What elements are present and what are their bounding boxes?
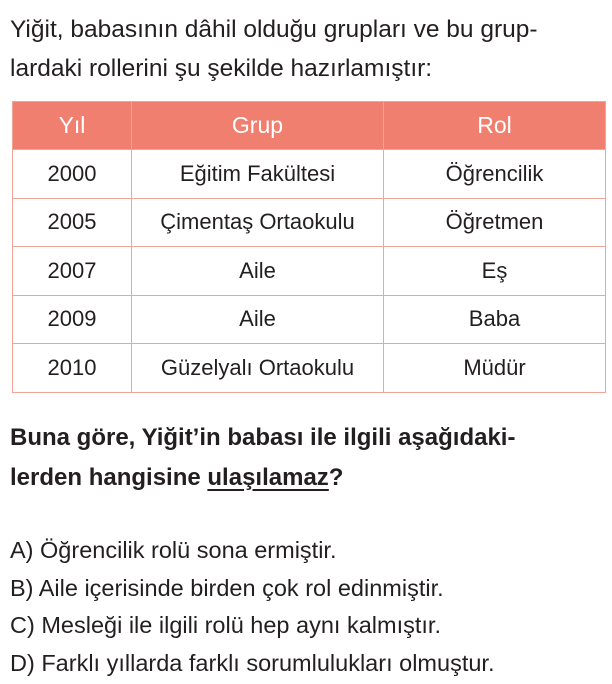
option-b[interactable]: B) Aile içerisinde birden çok rol edinmiştir.: [10, 574, 444, 601]
question-line-2-prefix: lerden hangisine: [10, 464, 208, 491]
intro-text: [10, 10, 606, 88]
cell-year: 2007: [13, 247, 132, 296]
cell-year: 2000: [13, 150, 132, 199]
answer-options: [10, 532, 608, 682]
cell-role: Eş: [384, 247, 606, 296]
cell-role: Öğrencilik: [384, 150, 606, 199]
question-line-1: Buna göre, Yiğit’in babası ile ilgili aşağıdaki-: [10, 424, 516, 451]
cell-year: 2010: [13, 344, 132, 393]
cell-role: Baba: [384, 295, 606, 344]
intro-line-1: Yiğit, babasının dâhil olduğu grupları ve bu grup-: [10, 16, 538, 43]
header-year: Yıl: [13, 102, 132, 150]
cell-group: Aile: [132, 295, 384, 344]
option-a[interactable]: A) Öğrencilik rolü sona ermiştir.: [10, 537, 337, 563]
cell-group: Aile: [132, 247, 384, 296]
table-row: [13, 247, 606, 296]
table-row: [13, 344, 606, 393]
question-text: [10, 418, 608, 498]
groups-roles-table: [12, 101, 606, 393]
header-group: Grup: [132, 102, 384, 150]
option-c[interactable]: C) Mesleği ile ilgili rolü hep aynı kalmıştır.: [10, 612, 441, 638]
header-role: Rol: [384, 102, 606, 150]
cell-role: Öğretmen: [384, 198, 606, 247]
cell-group: Eğitim Fakültesi: [132, 150, 384, 199]
question-mark: ?: [328, 464, 344, 491]
table-row: [13, 198, 606, 247]
intro-line-2: lardaki rollerini şu şekilde hazırlamıştır:: [10, 55, 433, 82]
cell-role: Müdür: [384, 344, 606, 393]
question-emphasis: ulaşılamaz: [207, 464, 329, 491]
table-header-row: [13, 102, 606, 150]
cell-year: 2009: [13, 295, 132, 344]
cell-group: Güzelyalı Ortaokulu: [132, 344, 384, 393]
option-d[interactable]: D) Farklı yıllarda farklı sorumlulukları olmuştur.: [10, 649, 495, 676]
table-row: [13, 150, 606, 199]
table-row: [13, 295, 606, 344]
cell-group: Çimentaş Ortaokulu: [132, 198, 384, 247]
cell-year: 2005: [13, 198, 132, 247]
